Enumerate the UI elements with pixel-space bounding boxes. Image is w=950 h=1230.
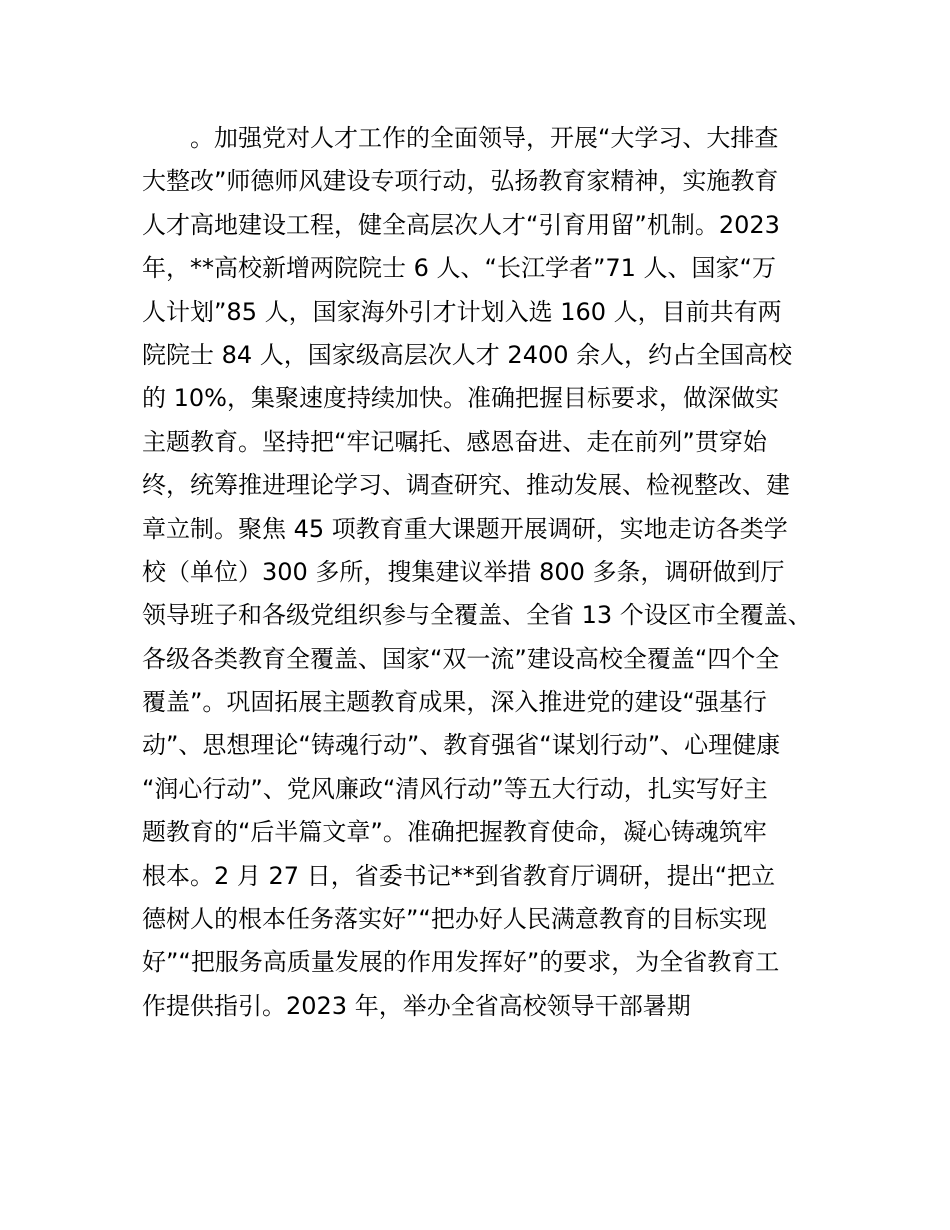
text-line: 院院士 84 人，国家级高层次人才 2400 余人，约占全国高校 xyxy=(142,340,793,369)
text-line: 章立制。聚焦 45 项教育重大课题开展调研，实地走访各类学 xyxy=(142,514,788,543)
text-line: 覆盖”。巩固拓展主题教育成果，深入推进党的建设“强基行 xyxy=(142,688,767,717)
text-line: 好”“把服务高质量发展的作用发挥好”的要求，为全省教育工 xyxy=(142,948,780,977)
text-line: 根本。2 月 27 日，省委书记**到省教育厅调研，提出“把立 xyxy=(142,861,776,890)
text-line: 动”、思想理论“铸魂行动”、教育强省“谋划行动”、心理健康 xyxy=(142,731,781,760)
text-line: 德树人的根本任务落实好”“把办好人民满意教育的目标实现 xyxy=(142,905,767,934)
text-line: 主题教育。坚持把“牢记嘱托、感恩奋进、走在前列”贯穿始 xyxy=(142,427,767,456)
text-line: 的 10%，集聚速度持续加快。准确把握目标要求，做深做实 xyxy=(142,384,779,413)
text-line: 。加强党对人才工作的全面领导，开展“大学习、大排查 xyxy=(190,124,779,152)
text-line: 领导班子和各级党组织参与全覆盖、全省 13 个设区市全覆盖、 xyxy=(142,601,812,630)
text-line: 年，**高校新增两院院士 6 人、“长江学者”71 人、国家“万 xyxy=(142,254,776,283)
text-line: 大整改”师德师风建设专项行动，弘扬教育家精神，实施教育 xyxy=(142,167,779,196)
body-paragraph xyxy=(142,117,832,1028)
text-line: 校（单位）300 多所，搜集建议举措 800 多条，调研做到厅 xyxy=(142,557,785,586)
text-line: 题教育的“后半篇文章”。准确把握教育使命，凝心铸魂筑牢 xyxy=(142,818,767,847)
text-line: 终，统筹推进理论学习、调查研究、推动发展、检视整改、建 xyxy=(142,471,790,500)
text-line: 作提供指引。2023 年，举办全省高校领导干部暑期 xyxy=(142,991,691,1020)
text-line: 人才高地建设工程，健全高层次人才“引育用留”机制。2023 xyxy=(142,210,780,239)
text-line: 人计划”85 人，国家海外引才计划入选 160 人，目前共有两 xyxy=(142,297,782,326)
text-line: “润心行动”、党风廉政“清风行动”等五大行动，扎实写好主 xyxy=(142,774,768,803)
text-line: 各级各类教育全覆盖、国家“双一流”建设高校全覆盖“四个全 xyxy=(142,644,780,673)
